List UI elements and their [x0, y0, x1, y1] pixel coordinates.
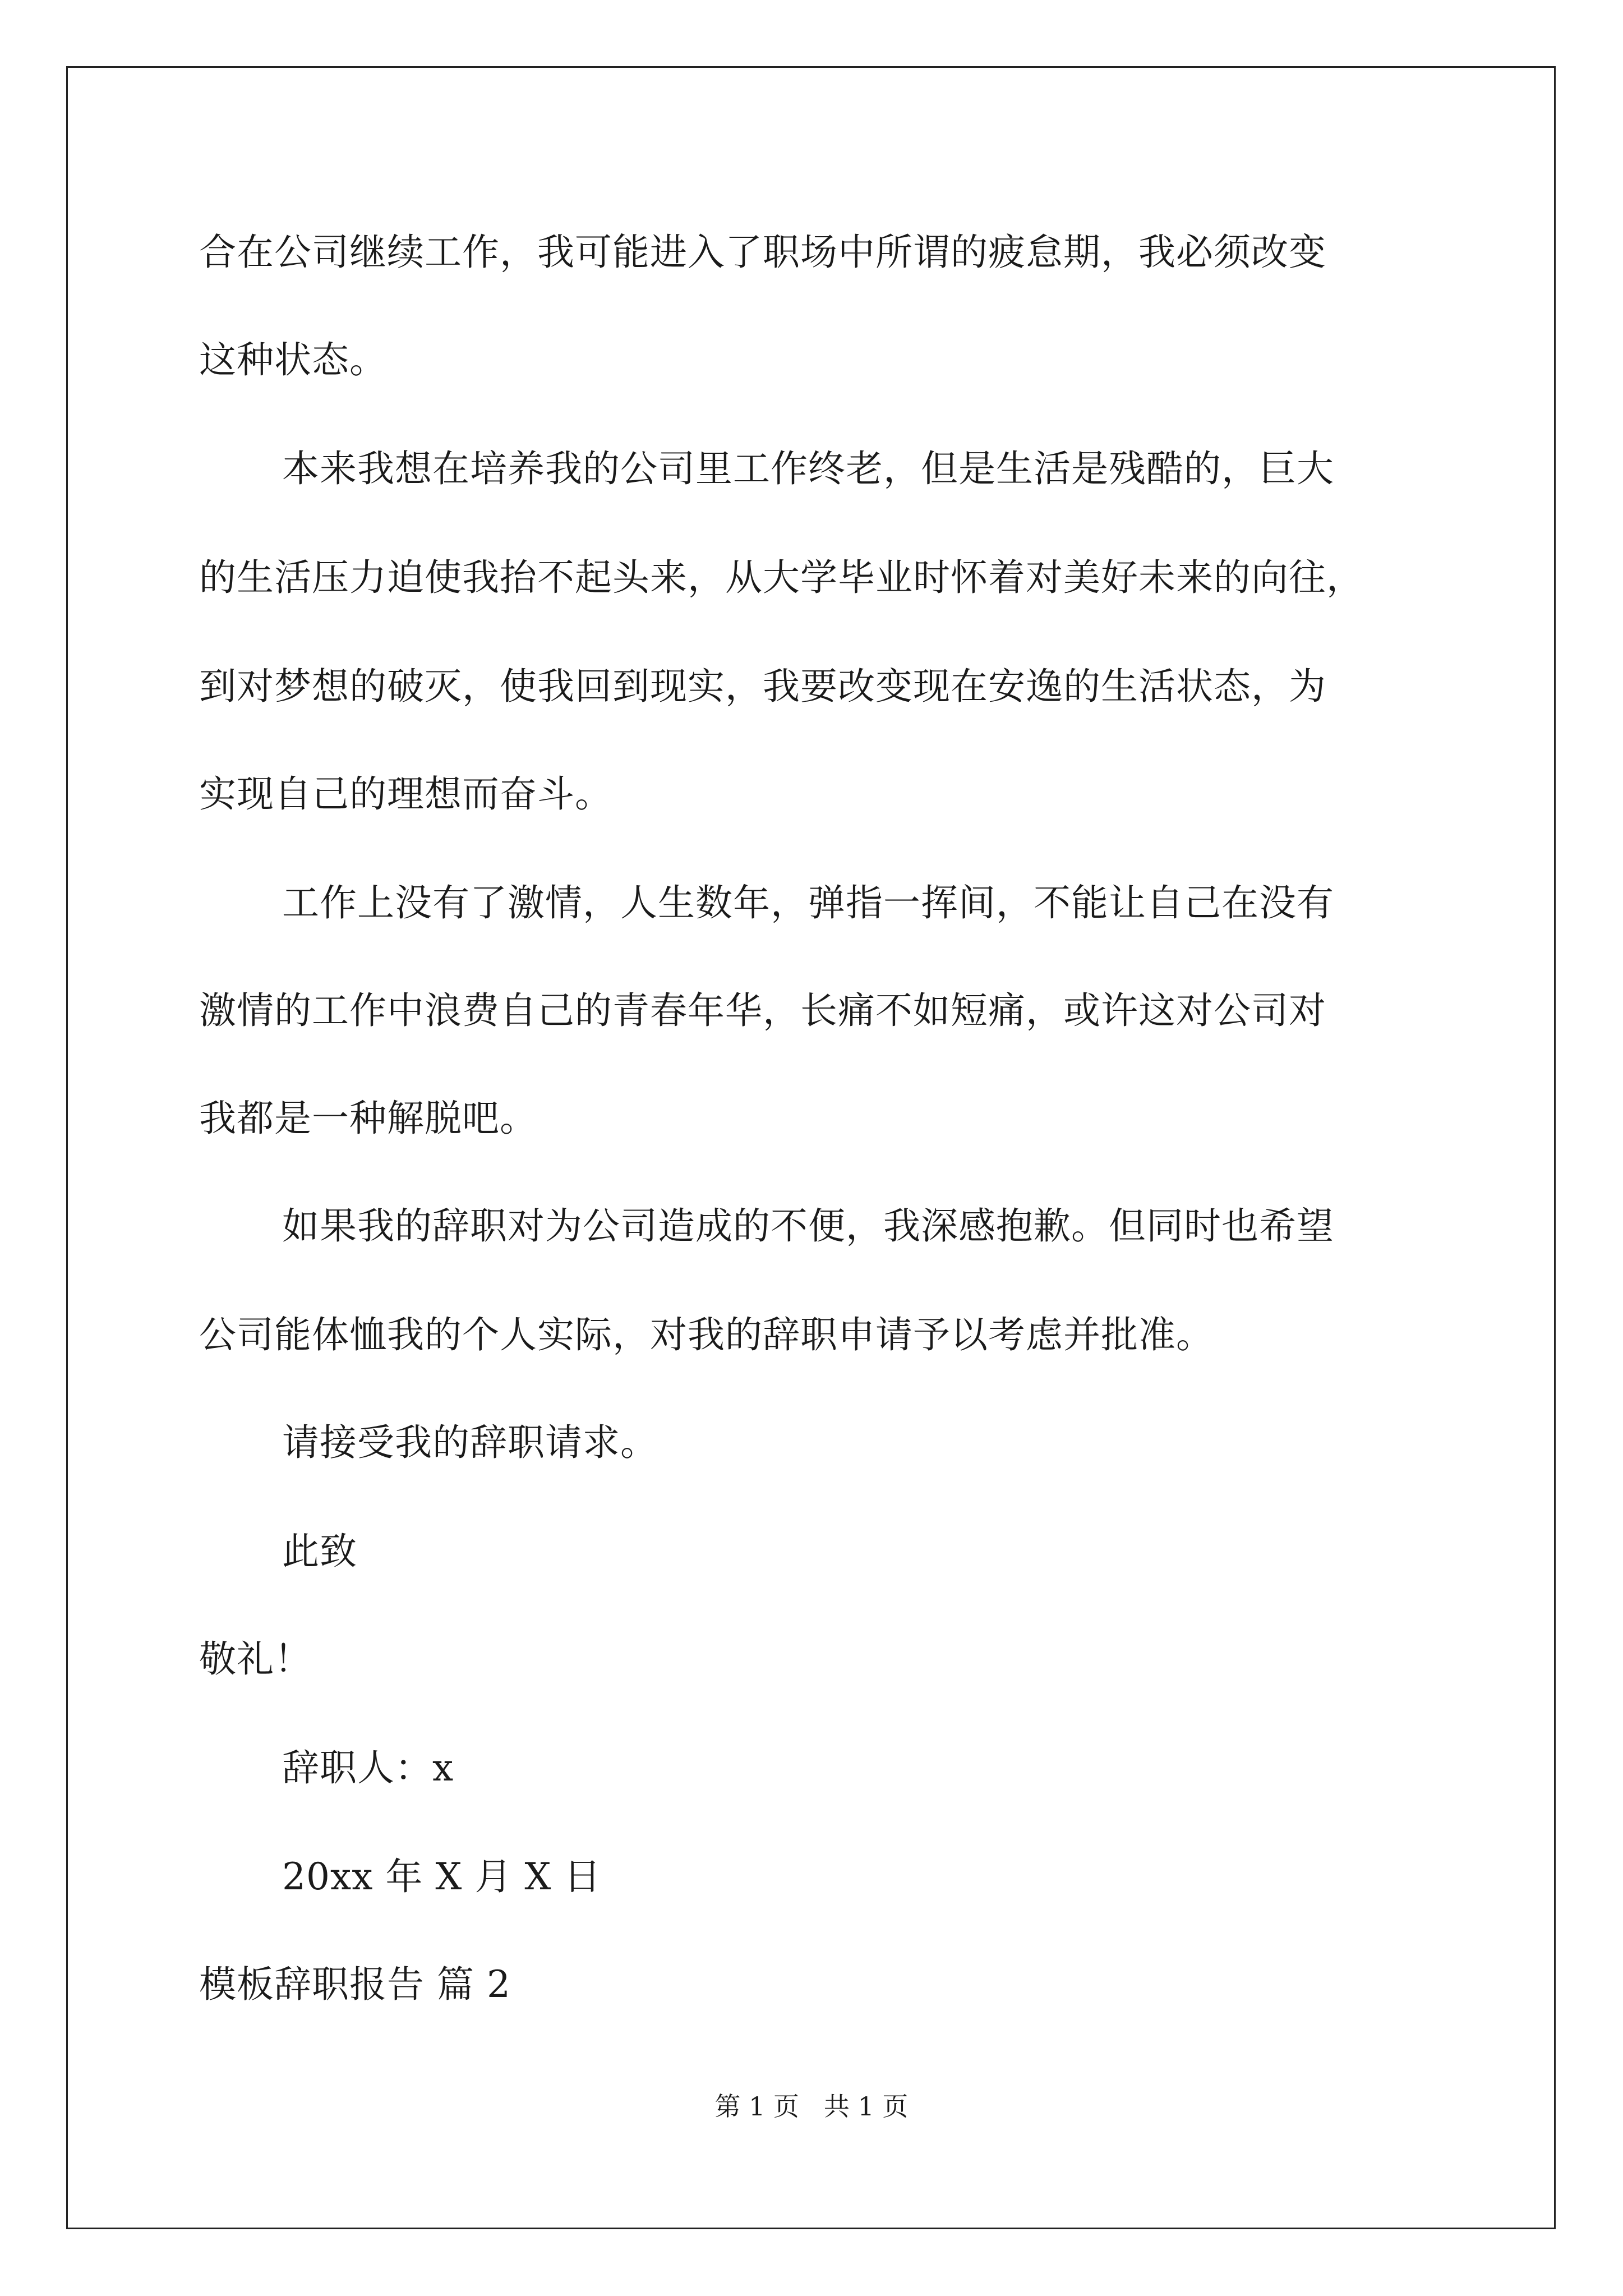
salutation-regards: 敬礼！: [199, 1637, 312, 1681]
paragraph-start: 本来我想在培养我的公司里工作终老，但是生活是残酷的，巨大: [282, 447, 1334, 490]
paragraph-start: 工作上没有了激情，人生数年，弹指一挥间，不能让自己在没有: [282, 881, 1334, 924]
salutation-line: 此致: [282, 1530, 357, 1573]
text-line: 实现自己的理想而奋斗。: [199, 772, 612, 816]
signature-date: 20xx 年 X 月 X 日: [282, 1855, 602, 1898]
text-line: 到对梦想的破灭，使我回到现实，我要改变现在安逸的生活状态，为: [199, 665, 1326, 708]
signature-name: 辞职人：x: [282, 1746, 454, 1789]
paragraph-start: 如果我的辞职对为公司造成的不便，我深感抱歉。但同时也希望: [282, 1204, 1334, 1248]
text-line: 公司能体恤我的个人实际，对我的辞职申请予以考虑并批准。: [199, 1313, 1214, 1356]
section-heading: 模板辞职报告 篇 2: [199, 1963, 511, 2006]
text-line: 合在公司继续工作，我可能进入了职场中所谓的疲怠期，我必须改变: [199, 231, 1326, 274]
text-line: 激情的工作中浪费自己的青春年华，长痛不如短痛，或许这对公司对: [199, 989, 1326, 1032]
page-border: [66, 66, 1556, 2229]
text-line: 的生活压力迫使我抬不起头来，从大学毕业时怀着对美好未来的向往，: [199, 556, 1364, 599]
text-line: 我都是一种解脱吧。: [199, 1097, 537, 1140]
closing-request: 请接受我的辞职请求。: [282, 1421, 658, 1464]
text-line: 这种状态。: [199, 338, 387, 381]
page-footer: 第 1 页 共 1 页: [714, 2091, 909, 2122]
